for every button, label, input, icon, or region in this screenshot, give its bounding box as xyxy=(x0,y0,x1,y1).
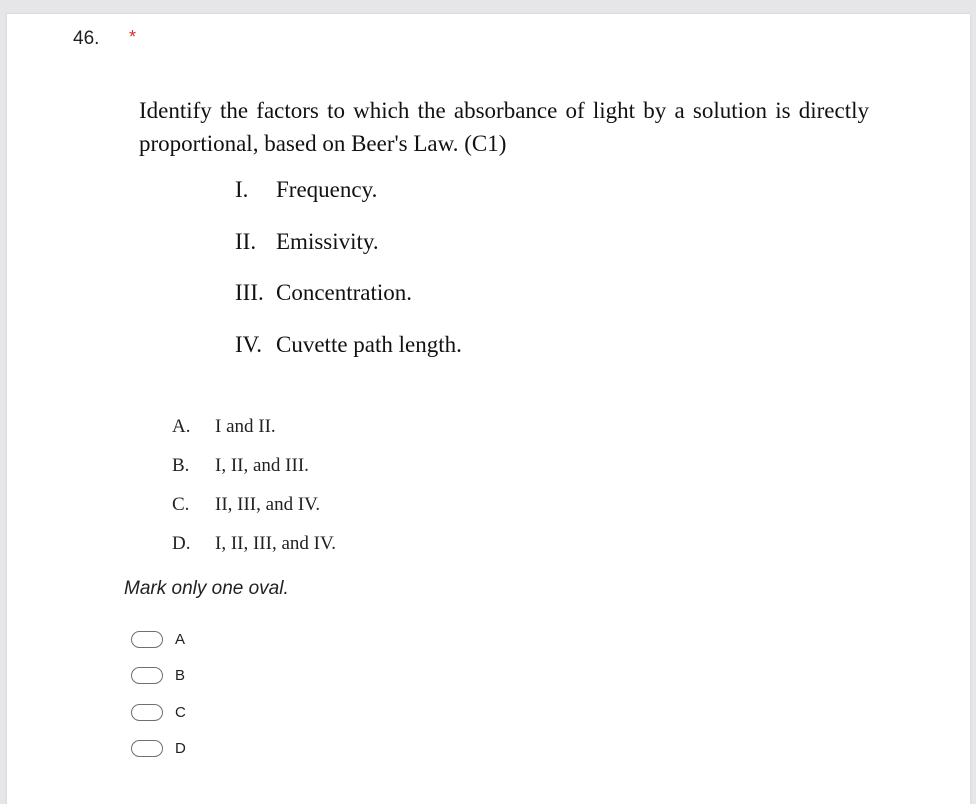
statement-text: Cuvette path length. xyxy=(276,332,462,357)
radio-oval[interactable] xyxy=(131,740,163,757)
statement-2 xyxy=(235,229,379,255)
radio-oval[interactable] xyxy=(131,631,163,648)
choice-letter: B. xyxy=(172,455,190,476)
radio-label[interactable]: A xyxy=(175,630,186,648)
statement-text: Frequency. xyxy=(276,177,378,202)
statement-1 xyxy=(235,177,377,203)
question-number: 46. xyxy=(73,28,100,49)
choice-letter: D. xyxy=(172,533,191,554)
choice-c xyxy=(172,494,320,516)
statement-numeral: IV. xyxy=(235,332,263,357)
statement-numeral: I. xyxy=(235,177,249,202)
choice-text: I, II, III, and IV. xyxy=(215,533,336,554)
instruction-text: Mark only one oval. xyxy=(124,578,289,599)
radio-label[interactable]: B xyxy=(175,666,186,684)
choice-a xyxy=(172,416,276,438)
statement-3 xyxy=(235,280,412,306)
radio-oval[interactable] xyxy=(131,667,163,684)
statement-numeral: III. xyxy=(235,280,264,305)
radio-option-c[interactable] xyxy=(131,701,186,723)
required-asterisk: * xyxy=(129,27,137,47)
radio-label[interactable]: D xyxy=(175,739,186,757)
radio-option-d[interactable] xyxy=(131,737,186,759)
statement-text: Emissivity. xyxy=(276,229,379,254)
radio-option-b[interactable] xyxy=(131,664,185,686)
choice-letter: C. xyxy=(172,494,190,515)
question-card xyxy=(6,14,971,804)
choice-letter: A. xyxy=(172,416,191,437)
choice-text: II, III, and IV. xyxy=(215,494,321,515)
radio-oval[interactable] xyxy=(131,704,163,721)
choice-text: I and II. xyxy=(215,416,276,437)
statement-numeral: II. xyxy=(235,229,257,254)
statement-4 xyxy=(235,332,462,358)
radio-option-a[interactable] xyxy=(131,628,185,650)
statement-text: Concentration. xyxy=(276,280,413,305)
choice-d xyxy=(172,533,336,555)
choice-text: I, II, and III. xyxy=(215,455,309,476)
radio-label[interactable]: C xyxy=(175,703,186,721)
question-text: Identify the factors to which the absorbance of light by a solution is directly proportional, based on Beer's Law. (C1) xyxy=(139,98,869,156)
choice-b xyxy=(172,455,309,477)
